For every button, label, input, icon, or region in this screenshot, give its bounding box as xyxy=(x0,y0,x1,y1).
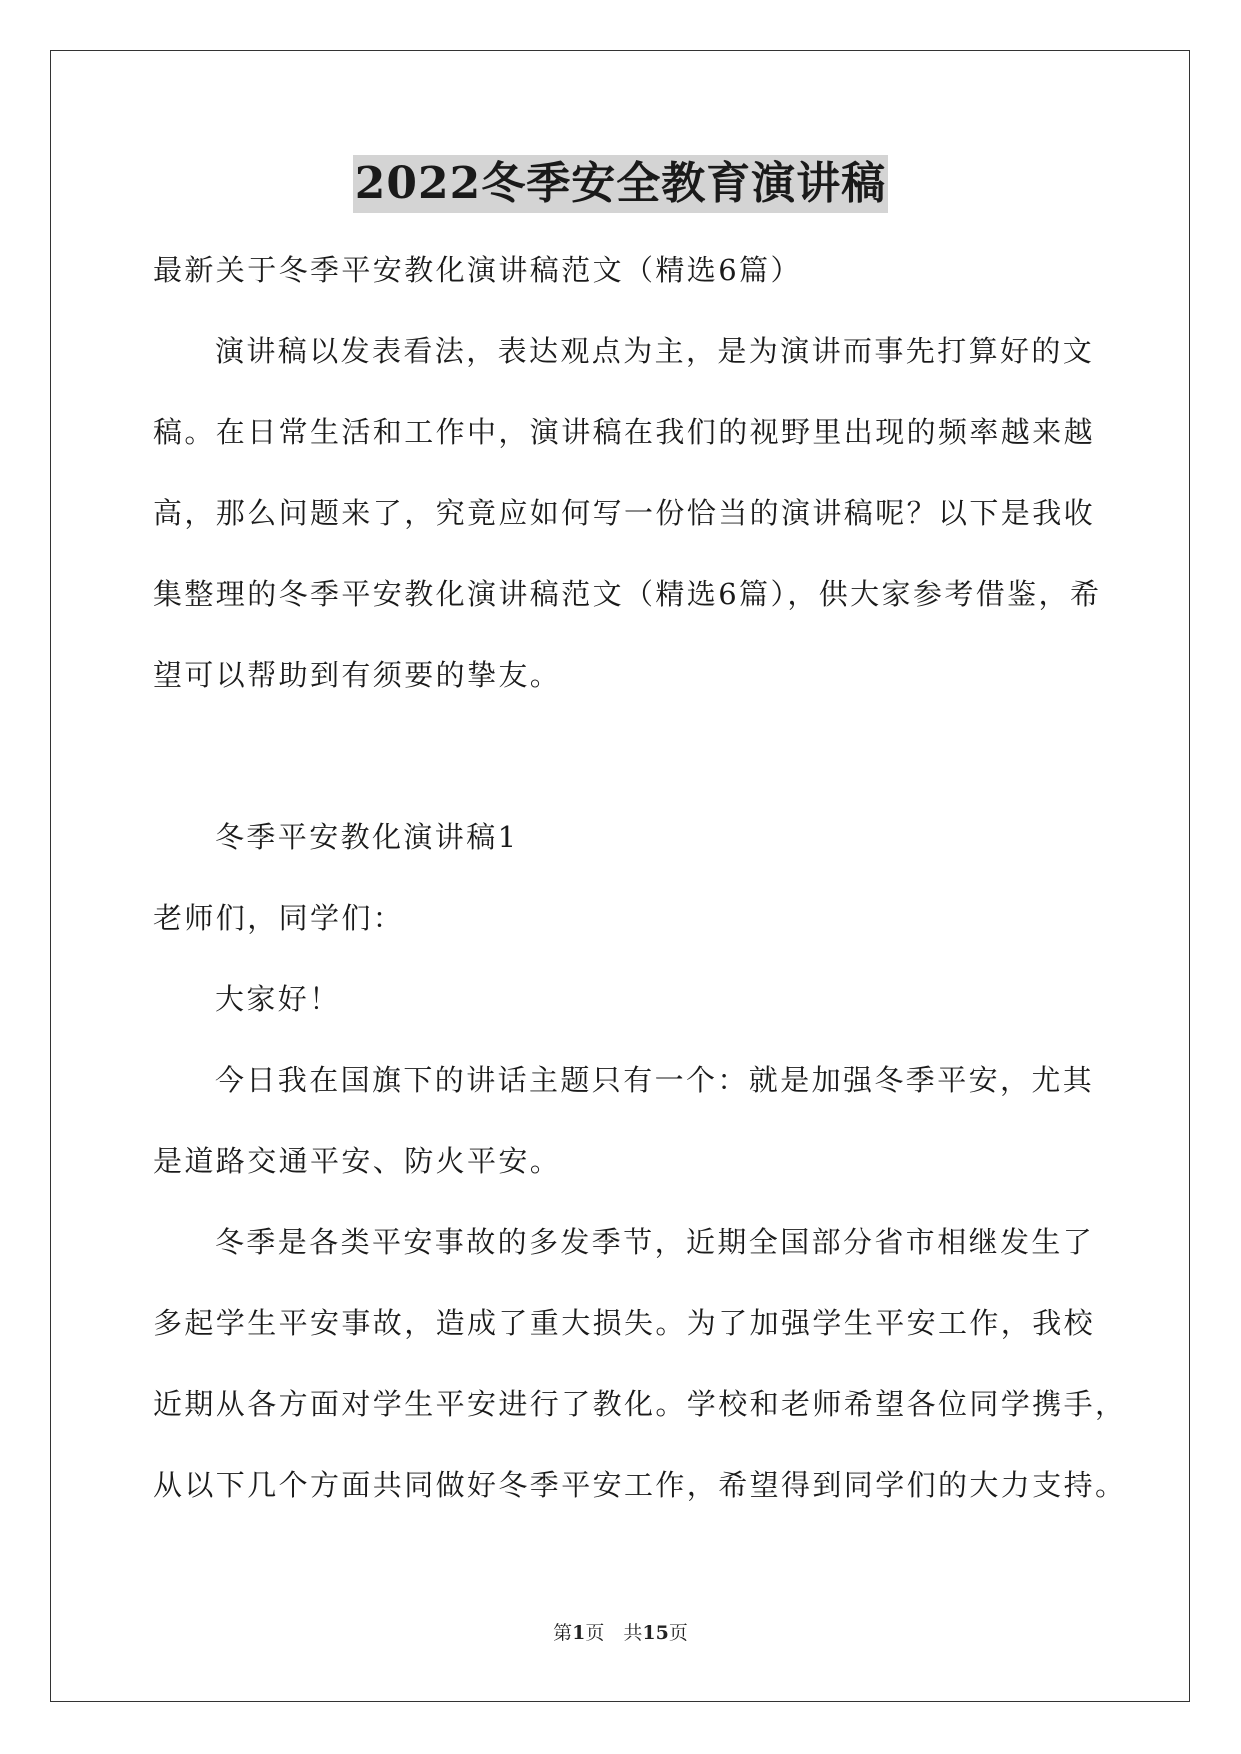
paragraph-line: 冬季是各类平安事故的多发季节，近期全国部分省市相继发生了 xyxy=(215,1225,1095,1259)
page-suffix: 页 xyxy=(668,1622,688,1644)
document-title: 2022冬季安全教育演讲稿 xyxy=(353,155,888,213)
intro-line: 稿。在日常生活和工作中，演讲稿在我们的视野里出现的频率越来越 xyxy=(153,415,1096,449)
current-page-number: 1 xyxy=(572,1622,586,1644)
subtitle: 最新关于冬季平安教化演讲稿范文（精选6篇） xyxy=(153,253,802,287)
page-middle-text: 页 共 xyxy=(585,1622,643,1644)
blank-line xyxy=(153,716,1093,797)
intro-line: 集整理的冬季平安教化演讲稿范文（精选6篇），供大家参考借鉴，希 xyxy=(153,577,1102,611)
page-footer xyxy=(0,1618,1241,1645)
total-page-number: 15 xyxy=(642,1622,669,1644)
salutation: 老师们，同学们： xyxy=(153,901,405,935)
title-container xyxy=(0,155,1241,213)
document-body xyxy=(153,230,1127,1526)
paragraph-line: 今日我在国旗下的讲话主题只有一个：就是加强冬季平安，尤其 xyxy=(215,1063,1095,1097)
greeting: 大家好！ xyxy=(215,982,341,1016)
paragraph-line: 从以下几个方面共同做好冬季平安工作，希望得到同学们的大力支持。 xyxy=(153,1468,1127,1502)
intro-line: 高，那么问题来了，究竟应如何写一份恰当的演讲稿呢？以下是我收 xyxy=(153,496,1096,530)
paragraph-line: 是道路交通平安、防火平安。 xyxy=(153,1144,562,1178)
intro-line: 望可以帮助到有须要的挚友。 xyxy=(153,658,562,692)
paragraph-line: 多起学生平安事故，造成了重大损失。为了加强学生平安工作，我校 xyxy=(153,1306,1096,1340)
section-heading: 冬季平安教化演讲稿1 xyxy=(215,820,519,854)
paragraph-line: 近期从各方面对学生平安进行了教化。学校和老师希望各位同学携手， xyxy=(153,1387,1127,1421)
intro-line: 演讲稿以发表看法，表达观点为主，是为演讲而事先打算好的文 xyxy=(215,334,1095,368)
page-prefix: 第 xyxy=(553,1622,573,1644)
